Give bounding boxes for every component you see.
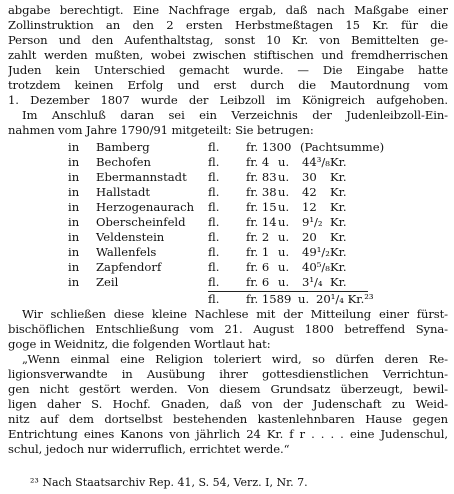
table-row [8,245,448,260]
table-cell: fr. 4 [246,155,270,169]
table-cell: in [68,185,80,199]
table-cell: in [68,140,80,154]
quote-line: Entrichtung eines Kanons von jährlich 24 Kr. f r . . . . eine Judenschul, [8,427,448,441]
table-cell: u. [278,200,290,214]
table-cell: 49¹/₂ [302,245,330,259]
table-cell-place: Herzogenaurach [96,200,195,214]
table-cell: Kr. [330,260,347,274]
table-cell: fr. 15 [246,200,277,214]
table-cell: fl. [208,185,220,199]
table-cell: u. [278,260,290,274]
quote-line: nitz auf dem dortselbst bestehenden kastenlehnbaren Hause gegen [8,412,448,426]
table-cell: Kr. [330,230,347,244]
table-cell-place: Hallstadt [96,185,151,199]
table-cell: 30 [302,170,317,184]
footnote-gap [8,457,448,475]
table-cell: in [68,170,80,184]
table-cell: Kr. [330,170,347,184]
table-cell: Kr. [330,275,347,289]
table-cell-place: Veldenstein [96,230,165,244]
text-line: goge in Weidnitz, die folgenden Wortlaut hat: [8,337,271,351]
table-cell: fl. [208,200,220,214]
table-cell: u. [278,245,290,259]
sum-cell: u. [298,292,310,306]
table-row [8,170,448,185]
text-line: abgabe berechtigt. Eine Nachfrage ergab, daß nach Maßgabe einer [8,3,448,17]
paragraph-leibzoll [8,3,448,108]
text-line: Im Anschluß daran sei ein Verzeichnis der Judenleibzoll-Ein- [22,108,448,122]
table-row [8,275,448,290]
footnote: ²³ Nach Staatsarchiv Rep. 41, S. 54, Verz. I, Nr. 7. [30,476,308,489]
table-cell: fr. 2 [246,230,270,244]
table-cell: 42 [302,185,317,199]
table-cell: u. [278,215,290,229]
quote-line: ligen daher S. Hochf. Gnaden, daß von der Judenschaft zu Weid- [8,397,448,411]
table-cell: 9¹/₂ [302,215,323,229]
table-cell: fr. 38 [246,185,277,199]
quote-line: gen nicht gestört werden. Von diesem Grundsatz überzeugt, bewil- [8,382,448,396]
table-row [8,185,448,200]
text-line: Person und den Aufenthaltstag, sonst 10 Kr. von Bemittelten ge- [8,33,448,47]
table-row [8,155,448,170]
table-cell: fl. [208,215,220,229]
quote-block [8,352,448,457]
table-cell: 44³/₈ [302,155,330,169]
revenue-table [8,140,448,307]
text-line: zahlt werden mußten, wobei zwischen stiftischen und fremdherrischen [8,48,448,62]
quote-line: ligionsverwandte in Ausübung ihrer gottesdienstlichen Verrichtun- [8,367,448,381]
table-cell: 20 [302,230,317,244]
table-cell: in [68,200,80,214]
table-cell: fr. 83 [246,170,277,184]
table-cell: fl. [208,170,220,184]
sum-cell: fl. [208,292,220,306]
table-cell: fl. [208,230,220,244]
table-cell: Kr. [330,215,347,229]
table-cell: u. [278,275,290,289]
table-row [8,230,448,245]
sum-cell: fr. 1589 [246,292,292,306]
table-cell: Kr. [330,185,347,199]
table-cell: in [68,215,80,229]
table-cell: Kr. [330,155,347,169]
table-cell-place: Oberscheinfeld [96,215,186,229]
table-cell: fl. [208,155,220,169]
text-line: 1. Dezember 1807 wurde der Leibzoll im Königreich aufgehoben. [8,93,448,107]
quote-line: schul, jedoch nur widerruflich, errichtet werde.“ [8,442,290,456]
text-line: Juden kein Unterschied gemacht wurde. — Die Eingabe hatte [8,63,448,77]
table-row [8,200,448,215]
table-cell: fl. [208,245,220,259]
table-cell: in [68,230,80,244]
table-cell: u. [278,230,290,244]
table-cell: 40⁵/₈ [302,260,330,274]
table-cell: in [68,245,80,259]
table-cell: fr. 6 [246,260,270,274]
table-cell: u. [278,170,290,184]
table-cell: fr. 14 [246,215,277,229]
paragraph-nachlese [8,307,448,352]
table-row [8,215,448,230]
table-cell: Kr. [330,245,347,259]
table-cell: (Pachtsumme) [300,140,385,154]
table-cell-place: Zeil [96,275,119,289]
table-cell: fr. 6 [246,275,270,289]
table-cell: fl. [208,260,220,274]
table-sum-row [8,292,448,307]
table-row [8,140,448,155]
table-cell-place: Zapfendorf [96,260,162,274]
table-cell: fl. [208,140,220,154]
text-line: Wir schließen diese kleine Nachlese mit der Mitteilung einer fürst- [22,307,448,321]
table-cell-place: Wallenfels [96,245,157,259]
text-line: Zollinstruktion an den 2 ersten Herbstmeßtagen 15 Kr. für die [8,18,448,32]
table-cell: in [68,260,80,274]
table-cell: u. [278,185,290,199]
text-line: nahmen vom Jahre 1790/91 mitgeteilt: Sie betrugen: [8,123,314,137]
table-cell: fr. 1 [246,245,270,259]
table-cell: 3¹/₄ [302,275,323,289]
table-cell-place: Bechofen [96,155,151,169]
table-cell: fr. 1300 [246,140,292,154]
table-cell: in [68,275,80,289]
table-cell: Kr. [330,200,347,214]
sum-cell: 20¹/₄ Kr.²³ [316,292,374,306]
table-cell-place: Ebermannstadt [96,170,187,184]
paragraph-verzeichnis [8,108,448,138]
table-cell: in [68,155,80,169]
table-row [8,260,448,275]
table-cell: fl. [208,275,220,289]
text-line: trotzdem keinen Erfolg und erst durch die Mautordnung vom [8,78,448,92]
quote-line: „Wenn einmal eine Religion toleriert wird, so dürfen deren Re- [22,352,448,366]
table-cell-place: Bamberg [96,140,150,154]
text-line: bischöflichen Entschließung vom 21. August 1800 betreffend Syna- [8,322,448,336]
table-cell: 12 [302,200,317,214]
table-cell: u. [278,155,290,169]
